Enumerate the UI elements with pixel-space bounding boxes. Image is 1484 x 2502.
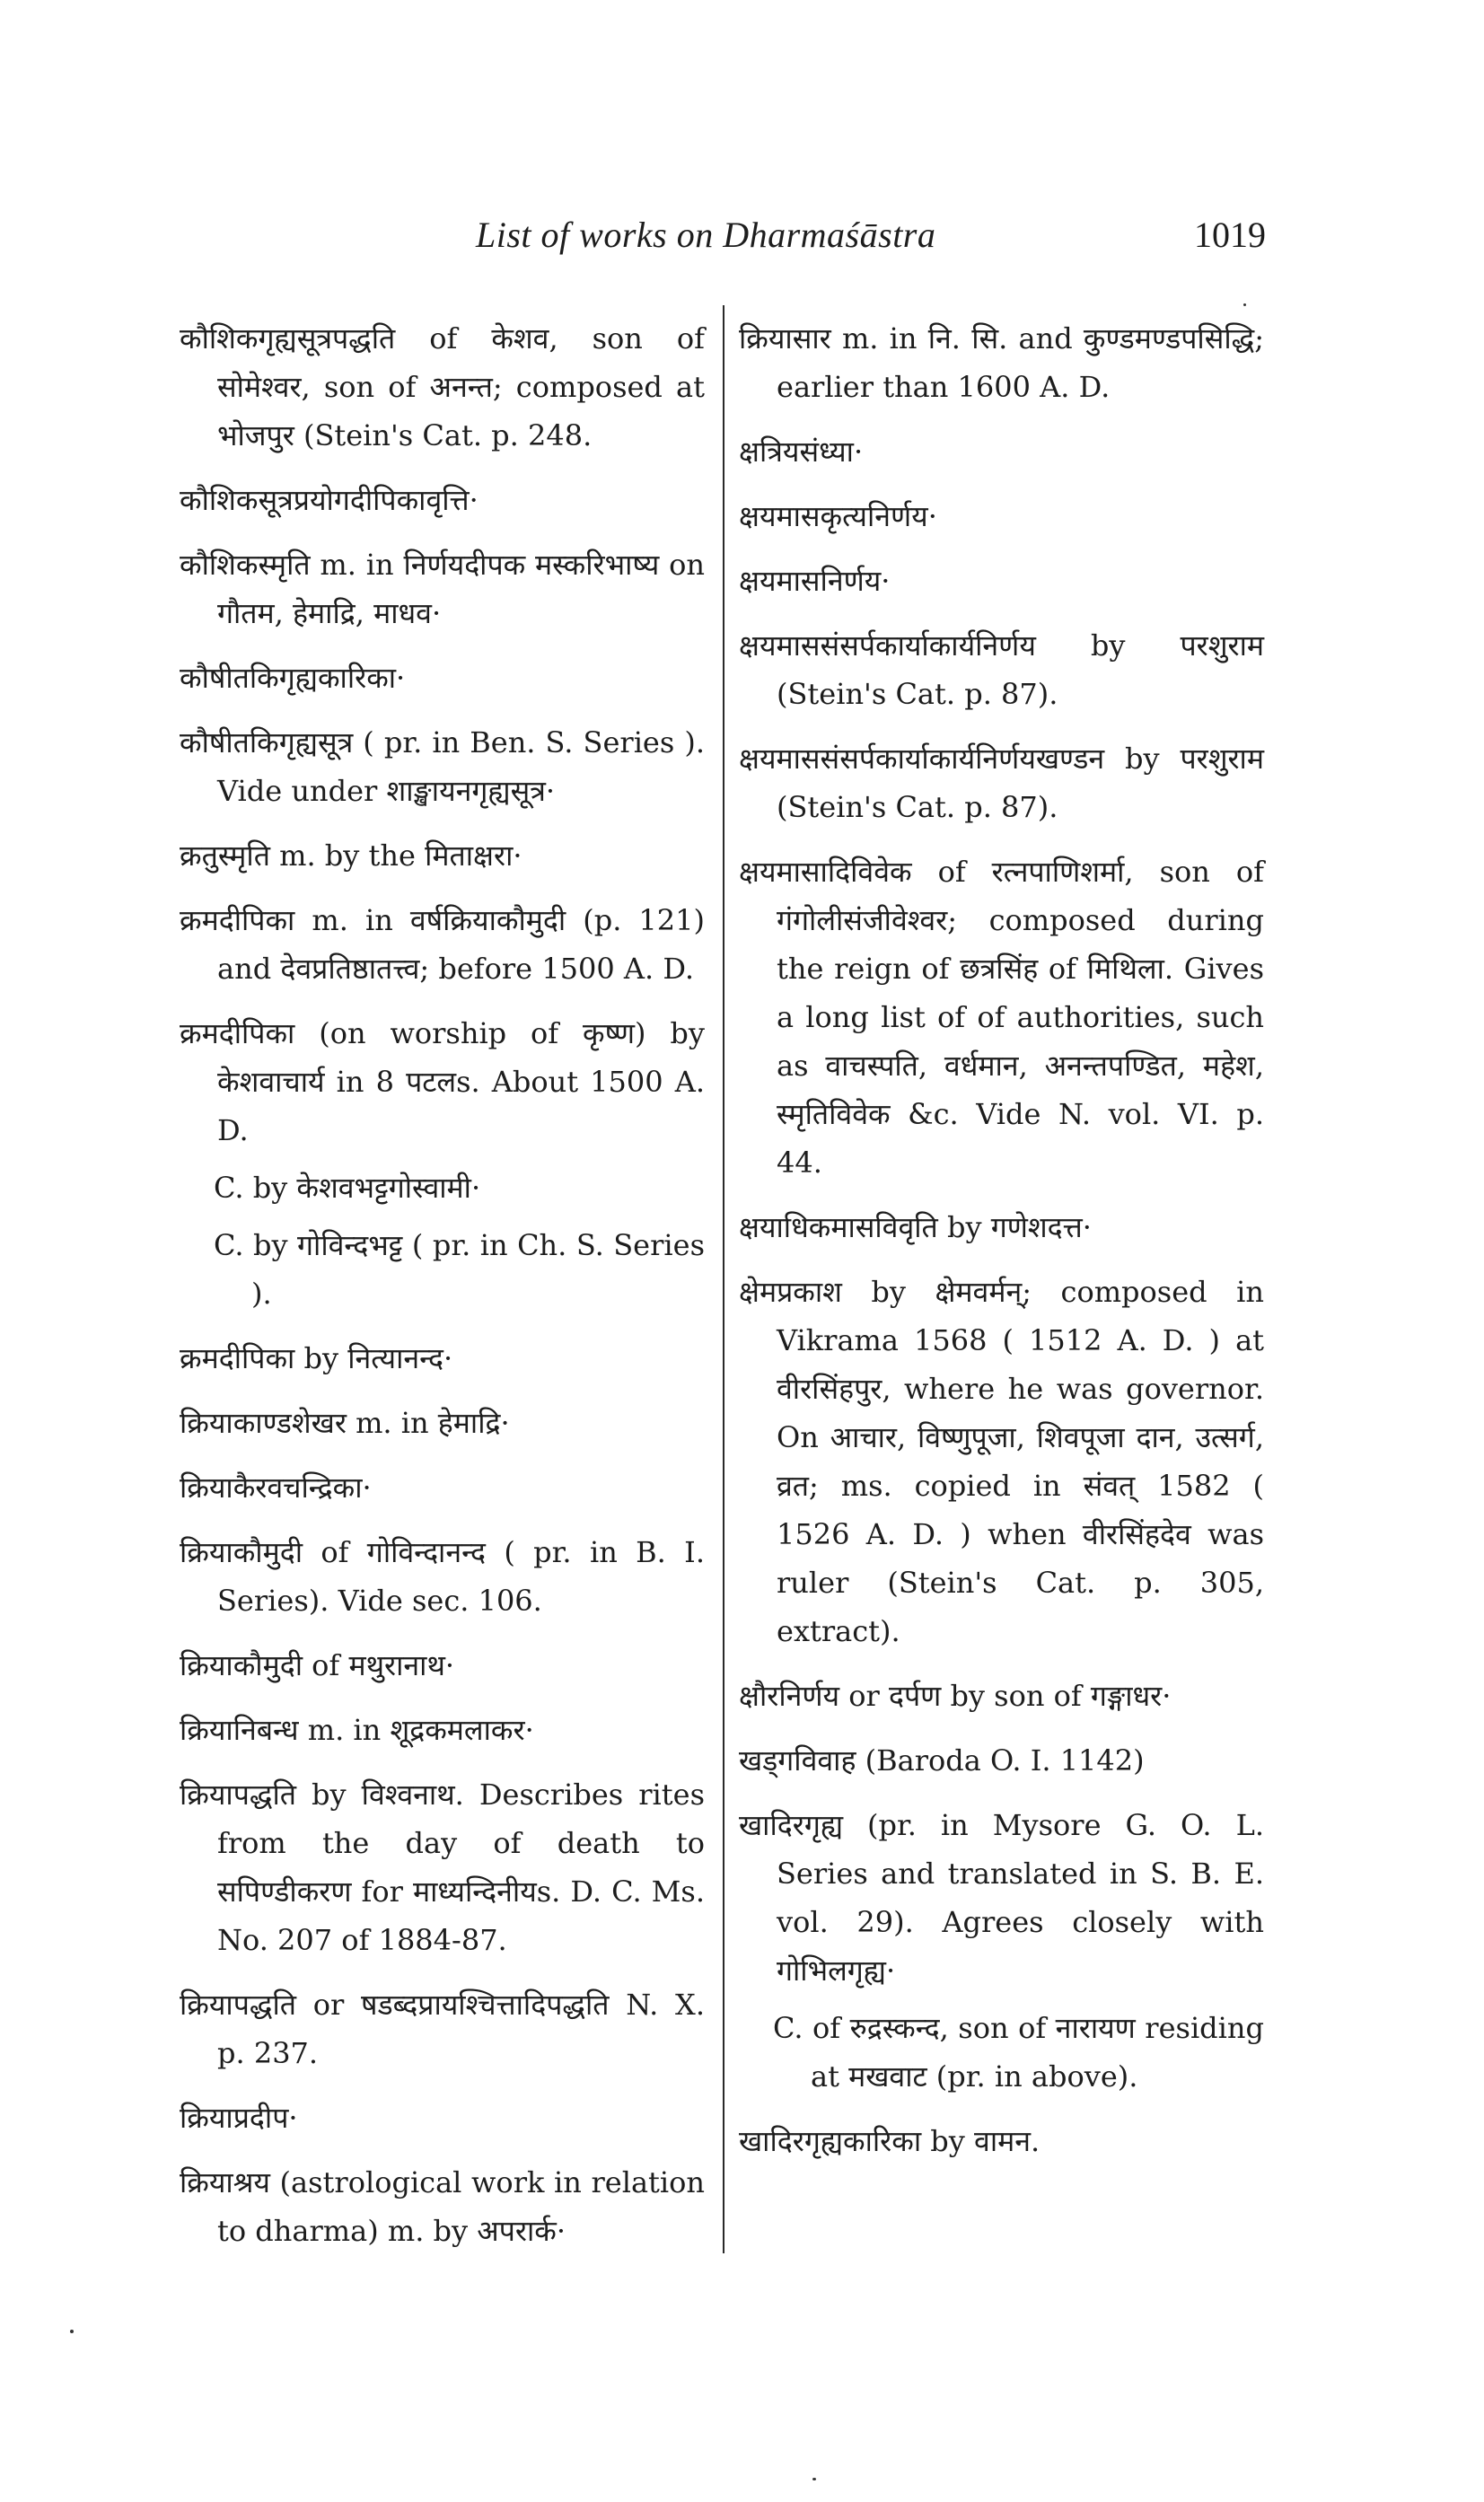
scan-speck xyxy=(812,2478,816,2480)
work-entry: कौषीतकिगृह्यसूत्र ( pr. in Ben. S. Series ). Vide under शाङ्खायनगृह्यसूत्र· xyxy=(180,725,705,808)
work-entry: क्रियापद्धति or षडब्दप्रायश्चित्तादिपद्धति N. X. p. 237. xyxy=(180,1988,705,2070)
work-entry: क्रमदीपिका by नित्यानन्द· xyxy=(180,1341,453,1375)
work-entry: क्रियाकौमुदी of मथुरानाथ· xyxy=(180,1648,455,1682)
scan-speck xyxy=(1243,303,1246,306)
work-entry: क्षयमाससंसर्पकार्याकार्यनिर्णयखण्डन by परशुराम (Stein's Cat. p. 87). xyxy=(739,742,1264,824)
work-entry: क्षयमासनिर्णय· xyxy=(739,564,891,598)
work-entry: क्षयमाससंसर्पकार्याकार्यनिर्णय by परशुराम (Stein's Cat. p. 87). xyxy=(739,628,1264,711)
left-column xyxy=(180,314,705,2271)
work-entry: क्रियाकाण्डशेखर m. in हेमाद्रि· xyxy=(180,1406,510,1440)
right-column xyxy=(739,314,1264,2182)
work-entry: क्रमदीपिका (on worship of कृष्ण) by केशवाचार्य in 8 पटलs. About 1500 A. D. xyxy=(180,1016,705,1147)
work-entry: क्रियाप्रदीप· xyxy=(180,2101,298,2135)
work-entry: क्षेमप्रकाश by क्षेमवर्मन्; composed in Vikrama 1568 ( 1512 A. D. ) at वीरसिंहपुर, where he was governor. On आचार, विष्णुपूजा, शिवपूजा दान, उत्सर्ग, व्रत; ms. copied in संवत् 1582 ( 1526 A. D. ) when वीरसिंहदेव was ruler (Stein's Cat. p. 305, extract). xyxy=(739,1275,1264,1648)
commentary-entry: C. of रुद्रस्कन्द, son of नारायण residing at मखवाट (pr. in above). xyxy=(773,2011,1264,2094)
work-entry: क्षयमासकृत्यनिर्णय· xyxy=(739,499,937,533)
work-entry: खादिरगृह्यकारिका by वामन. xyxy=(739,2124,1041,2158)
work-entry: क्रियानिबन्ध m. in शूद्रकमलाकर· xyxy=(180,1713,534,1747)
work-entry: क्षौरनिर्णय or दर्पण by son of गङ्गाधर· xyxy=(739,1679,1172,1713)
work-entry: क्रियासार m. in नि. सि. and कुण्डमण्डपसिद्धि; earlier than 1600 A. D. xyxy=(739,321,1264,404)
work-entry: कौशिकसूत्रप्रयोगदीपिकावृत्ति· xyxy=(180,483,479,517)
running-title: List of works on Dharmaśāstra xyxy=(476,215,936,255)
work-entry: क्रतुस्मृति m. by the मिताक्षरा· xyxy=(180,838,522,873)
work-entry: खादिरगृह्य (pr. in Mysore G. O. L. Series and translated in S. B. E. vol. 29). Agrees closely with गोभिलगृह्य· xyxy=(739,1808,1264,1988)
commentary-entry: C. by गोविन्दभट्ट ( pr. in Ch. S. Series ). xyxy=(214,1228,705,1311)
work-entry: क्रियाश्रय (astrological work in relation to dharma) m. by अपरार्क· xyxy=(180,2165,705,2248)
work-entry: क्रमदीपिका m. in वर्षक्रियाकौमुदी (p. 121) and देवप्रतिष्ठातत्त्व; before 1500 A. D. xyxy=(180,903,705,986)
work-entry: कौशिकगृह्यसूत्रपद्धति of केशव, son of सोमेश्वर, son of अनन्त; composed at भोजपुर (Stein's Cat. p. 248. xyxy=(180,321,705,452)
work-entry: क्षयमासादिविवेक of रत्नपाणिशर्मा, son of गंगोलीसंजीवेश्वर; composed during the reign of छत्रसिंह of मिथिला. Gives a long list of of authorities, such as वाचस्पति, वर्धमान, अनन्तपण्डित, महेश, स्मृतिविवेक &c. Vide N. vol. VI. p. 44. xyxy=(739,855,1264,1180)
work-entry: क्रियापद्धति by विश्वनाथ. Describes rites from the day of death to सपिण्डीकरण for माध्यन्दिनीयs. D. C. Ms. No. 207 of 1884-87. xyxy=(180,1778,705,1957)
work-entry: क्षयाधिकमासविवृति by गणेशदत्त· xyxy=(739,1210,1092,1244)
work-entry: क्षत्रियसंध्या· xyxy=(739,435,864,469)
work-entry: खड्गविवाह (Baroda O. I. 1142) xyxy=(739,1743,1145,1778)
scan-speck xyxy=(70,2330,74,2333)
page-header xyxy=(476,214,1266,268)
work-entry: कौशिकस्मृति m. in निर्णयदीपक मस्करिभाष्य on गौतम, हेमाद्रि, माधव· xyxy=(180,548,705,630)
work-entry: क्रियाकौमुदी of गोविन्दानन्द ( pr. in B. I. Series). Vide sec. 106. xyxy=(180,1535,705,1618)
page-number: 1019 xyxy=(1194,215,1266,255)
commentary-entry: C. by केशवभट्टगोस्वामी· xyxy=(214,1171,481,1205)
column-divider xyxy=(723,305,724,2253)
work-entry: कौषीतकिगृह्यकारिका· xyxy=(180,661,406,695)
work-entry: क्रियाकैरवचन्द्रिका· xyxy=(180,1470,372,1505)
